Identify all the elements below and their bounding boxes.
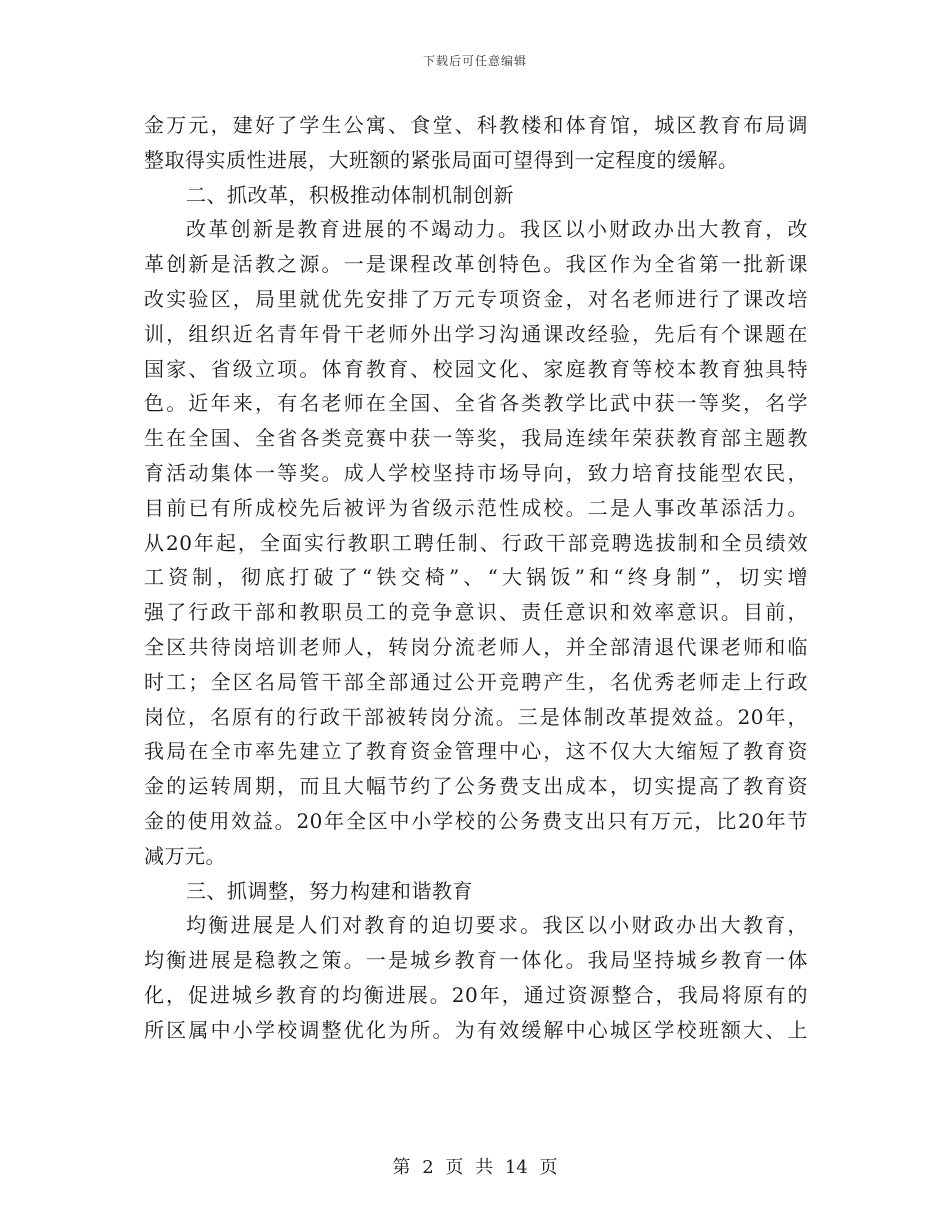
body-line: 育活动集体一等奖。成人学校坚持市场导向，致力培育技能型农民， xyxy=(144,460,808,485)
body-line: 改革创新是教育进展的不竭动力。我区以小财政办出大教育，改 xyxy=(186,217,808,242)
page-header-note: 下载后可任意编辑 xyxy=(422,54,527,68)
body-line: 色。近年来，有名老师在全国、全省各类教学比武中获一等奖，名学 xyxy=(144,391,808,416)
body-line: 全区共待岗培训老师人，转岗分流老师人，并全部清退代课老师和临 xyxy=(144,634,808,659)
body-line: 从20年起，全面实行教职工聘任制、行政干部竞聘选拔制和全员绩效 xyxy=(144,530,808,555)
body-line: 目前已有所成校先后被评为省级示范性成校。二是人事改革添活力。 xyxy=(144,495,808,520)
body-line: 我局在全市率先建立了教育资金管理中心，这不仅大大缩短了教育资 xyxy=(144,739,808,764)
body-line: 改实验区，局里就优先安排了万元专项资金，对名老师进行了课改培 xyxy=(144,286,808,311)
body-line: 国家、省级立项。体育教育、校园文化、家庭教育等校本教育独具特 xyxy=(144,356,808,381)
body-line: 生在全国、全省各类竞赛中获一等奖，我局连续年荣获教育部主题教 xyxy=(144,426,808,451)
body-line: 化，促进城乡教育的均衡进展。20年，通过资源整合，我局将原有的 xyxy=(144,982,808,1007)
body-line: 整取得实质性进展，大班额的紧张局面可望得到一定程度的缓解。 xyxy=(144,147,739,172)
body-line: 工资制，彻底打破了“铁交椅”、“大锅饭”和“终身制”，切实增 xyxy=(144,565,808,590)
section-heading: 三、抓调整，努力构建和谐教育 xyxy=(186,878,473,903)
body-line: 均衡进展是人们对教育的迫切要求。我区以小财政办出大教育， xyxy=(186,913,808,938)
body-line: 所区属中小学校调整优化为所。为有效缓解中心城区学校班额大、上 xyxy=(144,1017,808,1042)
section-heading: 二、抓改革，积极推动体制机制创新 xyxy=(186,182,514,207)
body-line: 均衡进展是稳教之策。一是城乡教育一体化。我局坚持城乡教育一体 xyxy=(144,948,808,973)
body-line: 训，组织近名青年骨干老师外出学习沟通课改经验，先后有个课题在 xyxy=(144,321,808,346)
body-line: 金万元，建好了学生公寓、食堂、科教楼和体育馆，城区教育布局调 xyxy=(144,113,808,137)
body-line: 金的使用效益。20年全区中小学校的公务费支出只有万元，比20年节 xyxy=(144,808,808,833)
body-line: 强了行政干部和教职员工的竞争意识、责任意识和效率意识。目前， xyxy=(144,600,808,625)
document-body xyxy=(144,108,808,1048)
body-line: 减万元。 xyxy=(144,843,226,868)
body-line: 时工；全区名局管干部全部通过公开竞聘产生，名优秀老师走上行政 xyxy=(144,669,808,694)
body-line: 金的运转周期，而且大幅节约了公务费支出成本，切实提高了教育资 xyxy=(144,774,808,799)
body-line: 岗位，名原有的行政干部被转岗分流。三是体制改革提效益。20年， xyxy=(144,704,808,729)
body-line: 革创新是活教之源。一是课程改革创特色。我区作为全省第一批新课 xyxy=(144,252,808,277)
page-number: 第 2 页 共 14 页 xyxy=(392,1157,558,1178)
